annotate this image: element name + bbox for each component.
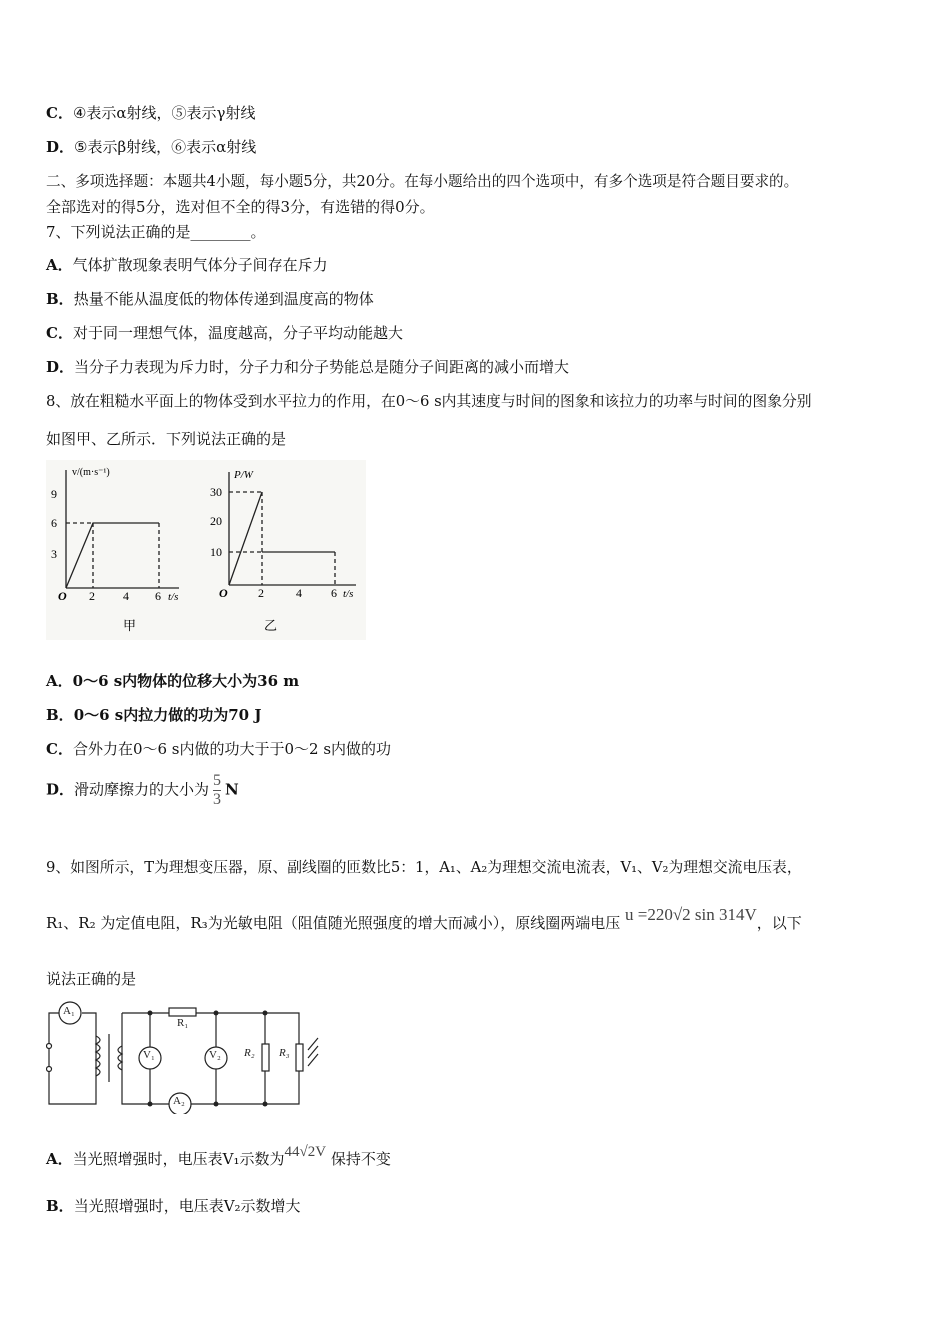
option-letter: B．	[46, 290, 74, 308]
q8-stem: 8、放在粗糙水平面上的物体受到水平拉力的作用，在0～6 s内其速度与时间的图象和该拉力的功率与时间的图象分别	[46, 393, 812, 410]
y-tick: 6	[51, 516, 57, 530]
x-tick: 4	[296, 586, 302, 600]
y-axis-label: v/(m·s⁻¹)	[72, 467, 110, 478]
voltage-formula: 44√2V	[284, 1144, 327, 1160]
caption: 乙	[264, 618, 278, 633]
option-letter: C．	[46, 324, 73, 342]
y-tick: 3	[51, 547, 57, 561]
q9-circuit	[46, 996, 336, 1114]
x-tick: 6	[331, 586, 337, 600]
option-text: 气体扩散现象表明气体分子间存在斥力	[72, 256, 328, 274]
q8-option-c	[46, 738, 391, 759]
option-text: 当光照增强时，电压表V₂示数增大	[73, 1197, 301, 1215]
x-axis-label: t/s	[168, 591, 179, 603]
option-letter: D．	[46, 780, 75, 799]
q8-stem-2: 如图甲、乙所示．下列说法正确的是	[46, 430, 287, 448]
q8-graphs	[46, 460, 366, 640]
q7-option-d	[46, 356, 569, 377]
option-letter: C．	[46, 740, 73, 758]
option-text: 0～6 s内物体的位移大小为36 m	[72, 672, 300, 690]
option-text: 滑动摩擦力的大小为	[74, 780, 210, 799]
q7-option-b	[46, 288, 374, 309]
option-letter: D．	[46, 358, 75, 376]
voltage-formula: u =220√2 sin 314V	[624, 905, 757, 924]
q7-stem: 7、下列说法正确的是________。	[46, 223, 266, 241]
x-tick: 2	[89, 589, 95, 603]
unit: N	[225, 780, 239, 799]
x-axis-label: t/s	[343, 588, 354, 600]
q6-option-c	[46, 102, 256, 123]
option-letter: C．	[46, 104, 73, 122]
option-text: 0～6 s内拉力做的功为70 J	[73, 706, 262, 724]
option-text: 保持不变	[330, 1150, 391, 1168]
origin-label: O	[58, 589, 67, 603]
numerator: 5	[213, 772, 222, 789]
option-text: ⑤表示β射线，⑥表示α射线	[74, 138, 257, 156]
x-tick: 2	[258, 586, 264, 600]
origin-label: O	[219, 586, 228, 600]
voltmeter-v1-label: V₁	[143, 1049, 155, 1061]
y-tick: 10	[210, 545, 222, 559]
q9-stem-3: 说法正确的是	[46, 970, 137, 988]
voltmeter-v2-label: V₂	[209, 1049, 221, 1061]
y-tick: 20	[210, 514, 222, 528]
option-letter: B．	[46, 706, 74, 724]
option-letter: A．	[46, 672, 73, 690]
resistor-r1-label: R₁	[177, 1017, 189, 1029]
stem-text: ，以下	[756, 914, 802, 932]
q7-option-a	[46, 254, 328, 275]
option-letter: B．	[46, 1197, 74, 1215]
y-tick: 9	[51, 487, 57, 501]
option-text: 热量不能从温度低的物体传递到温度高的物体	[73, 290, 374, 308]
y-tick: 30	[210, 485, 222, 499]
q7-option-c	[46, 322, 403, 343]
q8-option-d	[46, 772, 239, 809]
section-heading: 二、多项选择题：本题共4小题，每小题5分，共20分。在每小题给出的四个选项中，有多个选项是符合题目要求的。	[46, 173, 799, 190]
section-note: 全部选对的得5分，选对但不全的得3分，有选错的得0分。	[46, 198, 435, 216]
q9-stem: 9、如图所示，T为理想变压器，原、副线圈的匝数比5：1，A₁、A₂为理想交流电流表，V₁、V₂为理想交流电压表，	[46, 859, 802, 876]
option-letter: A．	[46, 256, 73, 274]
x-tick: 4	[123, 589, 129, 603]
q9-option-b	[46, 1195, 301, 1216]
option-letter: A．	[46, 1150, 73, 1168]
option-letter: D．	[46, 138, 75, 156]
y-axis-label: P/W	[234, 469, 253, 481]
q9-stem-2	[46, 905, 802, 933]
stem-text: R₁、R₂ 为定值电阻，R₃为光敏电阻（阻值随光照强度的增大而减小），原线圈两端电压	[46, 914, 621, 932]
q8-option-a	[46, 670, 299, 691]
option-text: 当光照增强时，电压表V₁示数为	[72, 1150, 285, 1168]
q8-option-b	[46, 704, 261, 725]
ammeter-a2-label: A₂	[173, 1095, 185, 1107]
option-text: 当分子力表现为斥力时，分子力和分子势能总是随分子间距离的减小而增大	[74, 358, 570, 376]
option-text: 对于同一理想气体，温度越高，分子平均动能越大	[72, 324, 403, 342]
denominator: 3	[213, 791, 222, 808]
option-text: 合外力在0～6 s内做的功大于于0～2 s内做的功	[72, 740, 392, 758]
caption: 甲	[123, 618, 137, 633]
resistor-r2-label: R₂	[244, 1047, 255, 1059]
option-text: ④表示α射线，⑤表示γ射线	[72, 104, 256, 122]
x-tick: 6	[155, 589, 161, 603]
q9-option-a	[46, 1144, 391, 1169]
ammeter-a1-label: A₁	[63, 1005, 75, 1017]
q6-option-d	[46, 136, 256, 157]
fraction	[213, 772, 221, 809]
resistor-r3-label: R₃	[279, 1047, 290, 1059]
